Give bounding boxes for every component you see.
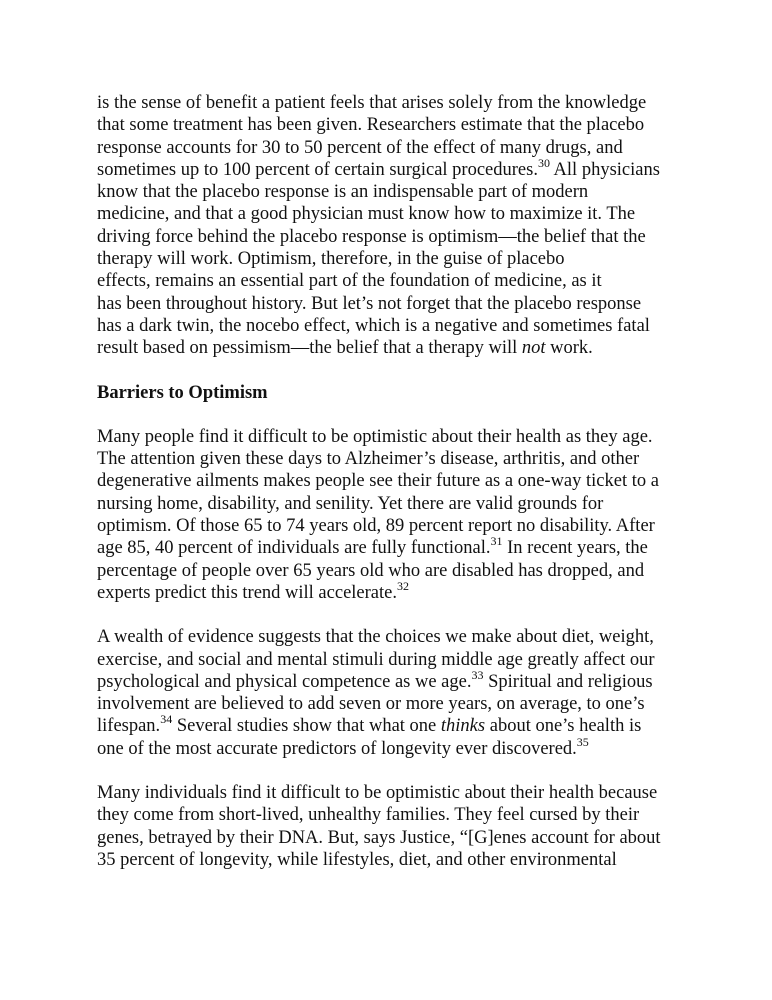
- text-line: Many people find it difficult to be optimistic about their health as they age.: [97, 426, 653, 447]
- text-line: percentage of people over 65 years old who are disabled has dropped, and: [97, 560, 645, 581]
- text-span: lifespan.: [97, 716, 161, 737]
- text-line: medicine, and that a good physician must know how to maximize it. The: [97, 204, 636, 225]
- text-line: [97, 734, 682, 760]
- emphasis-thinks: thinks: [440, 716, 486, 737]
- text-line: involvement are believed to add seven or more years, on average, to one’s: [97, 694, 645, 715]
- text-line: response accounts for 30 to 50 percent of the effect of many drugs, and: [97, 137, 623, 158]
- text-span: sometimes up to 100 percent of certain surgical procedures.: [97, 159, 538, 180]
- footnote-ref-34: 34: [160, 712, 173, 727]
- text-line: 35 percent of longevity, while lifestyles, diet, and other environmental: [97, 849, 617, 870]
- footnote-ref-30: 30: [537, 155, 550, 170]
- text-line: is the sense of benefit a patient feels that arises solely from the knowledge: [97, 93, 647, 113]
- text-span: age 85, 40 percent of individuals are fully functional.: [97, 538, 491, 559]
- paragraph-placebo: [97, 92, 682, 360]
- document-page: [97, 92, 682, 871]
- text-span: work.: [545, 338, 593, 359]
- text-line: effects, remains an essential part of the foundation of medicine, as it: [97, 271, 602, 292]
- footnote-ref-35: 35: [576, 734, 589, 749]
- text-line: [97, 337, 682, 359]
- text-span: All physicians: [549, 159, 660, 180]
- text-line: Many individuals find it difficult to be optimistic about their health because: [97, 783, 658, 804]
- footnote-ref-31: 31: [490, 534, 503, 549]
- text-line: [97, 712, 682, 737]
- text-span: psychological and physical competence as we age.: [97, 671, 472, 692]
- text-line: has a dark twin, the nocebo effect, which is a negative and sometimes fatal: [97, 315, 650, 336]
- text-span: In recent years, the: [502, 538, 648, 559]
- text-line: [97, 578, 682, 604]
- text-line: A wealth of evidence suggests that the choices we make about diet, weight,: [97, 627, 654, 648]
- text-line: The attention given these days to Alzheimer’s disease, arthritis, and other: [97, 449, 640, 470]
- text-span: about one’s health is: [485, 716, 642, 737]
- text-line: nursing home, disability, and senility. Yet there are valid grounds for: [97, 493, 604, 514]
- paragraph-age-optimism: [97, 426, 682, 604]
- text-line: optimism. Of those 65 to 74 years old, 89 percent report no disability. After: [97, 516, 655, 537]
- text-line: [97, 534, 682, 559]
- text-span: experts predict this trend will accelerate.: [97, 582, 397, 603]
- text-line: know that the placebo response is an indispensable part of modern: [97, 182, 589, 203]
- text-line: [97, 155, 682, 181]
- text-line: exercise, and social and mental stimuli during middle age greatly affect our: [97, 649, 655, 670]
- emphasis-not: not: [521, 338, 546, 359]
- text-line: degenerative ailments makes people see their future as a one-way ticket to a: [97, 471, 659, 492]
- footnote-ref-33: 33: [471, 667, 484, 682]
- text-span: Spiritual and religious: [483, 671, 653, 692]
- text-line: driving force behind the placebo response is optimism—the belief that the: [97, 226, 646, 247]
- text-line: [97, 667, 682, 693]
- paragraph-evidence: [97, 626, 682, 760]
- text-line: they come from short-lived, unhealthy families. They feel cursed by their: [97, 805, 640, 826]
- text-span: result based on pessimism—the belief that a therapy will: [97, 338, 522, 359]
- footnote-ref-32: 32: [396, 578, 409, 593]
- paragraph-genes: [97, 782, 682, 871]
- text-line: therapy will work. Optimism, therefore, in the guise of placebo: [97, 249, 565, 270]
- text-span: one of the most accurate predictors of longevity ever discovered.: [97, 738, 577, 759]
- text-line: genes, betrayed by their DNA. But, says Justice, “[G]enes account for about: [97, 827, 661, 848]
- text-line: that some treatment has been given. Researchers estimate that the placebo: [97, 115, 645, 136]
- text-span: Several studies show that what one: [172, 716, 441, 737]
- section-heading: Barriers to Optimism: [97, 382, 268, 403]
- text-line: has been throughout history. But let’s not forget that the placebo response: [97, 293, 642, 314]
